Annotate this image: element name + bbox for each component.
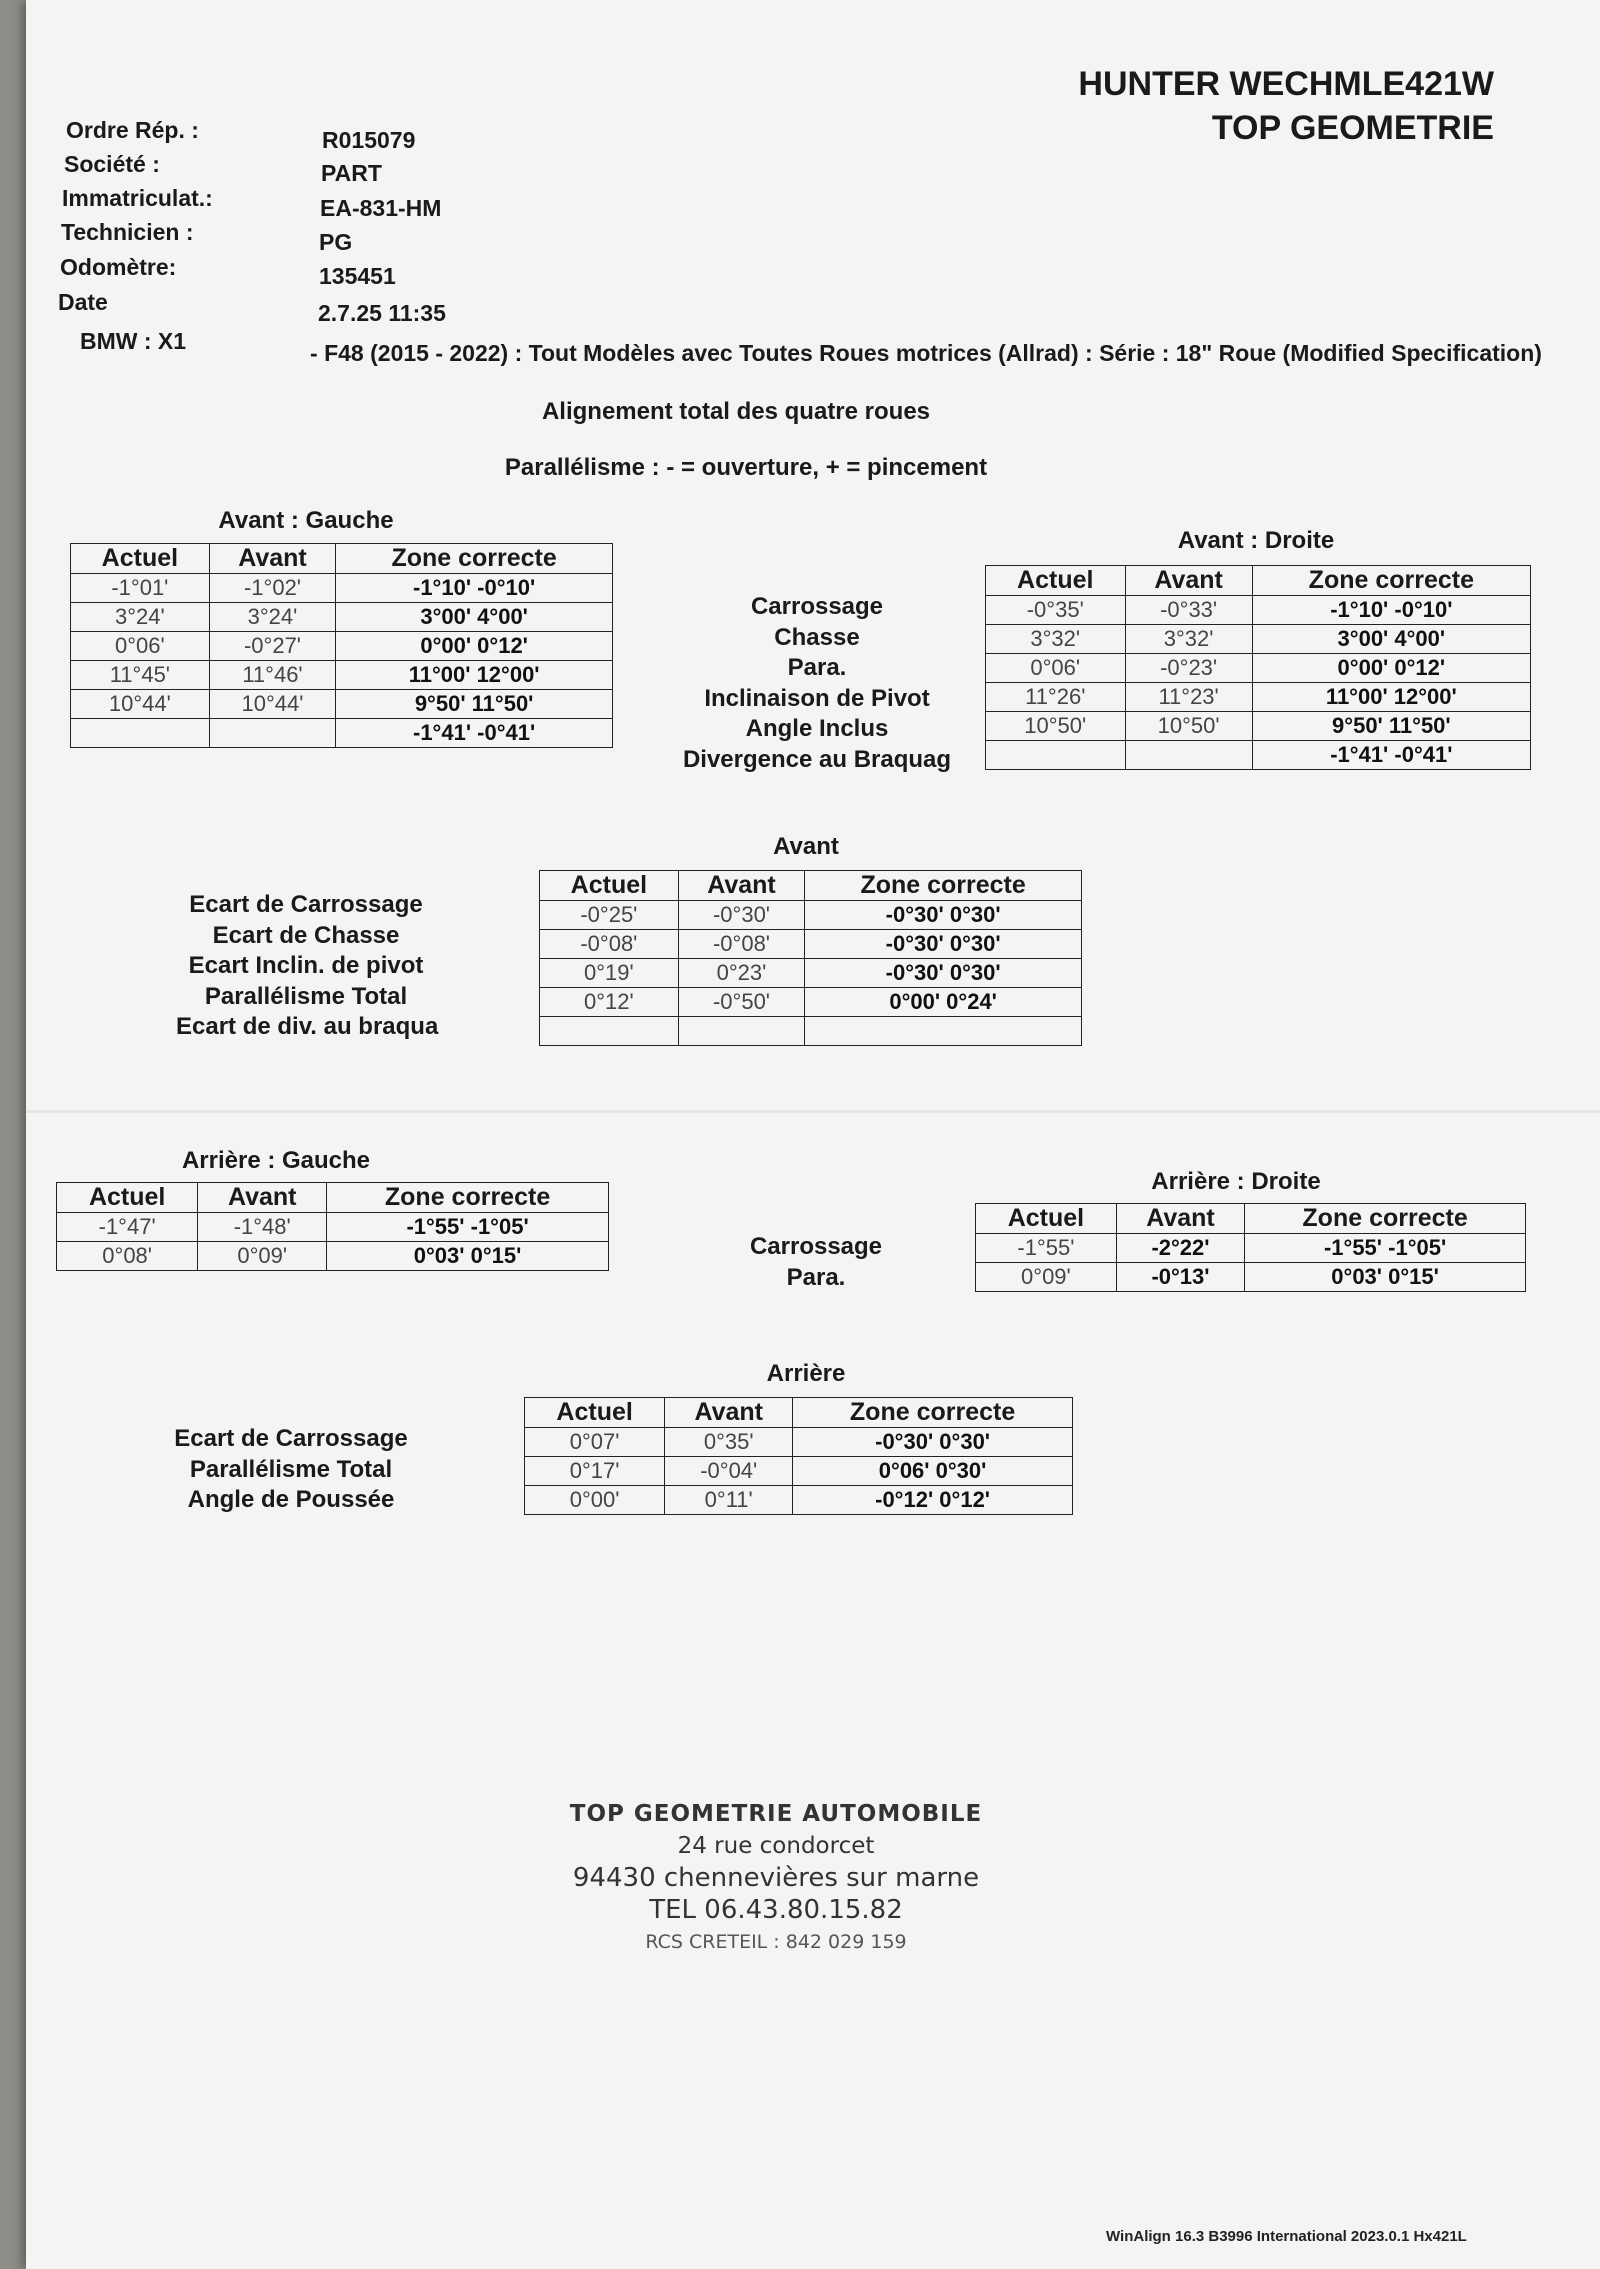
- before-value: 11°46': [209, 661, 336, 690]
- before-value: -0°33': [1125, 596, 1252, 625]
- col-actual-header: Actuel: [71, 544, 210, 574]
- actual-value: 0°06': [71, 632, 210, 661]
- before-value: [209, 719, 336, 748]
- before-value: 0°09': [198, 1242, 327, 1271]
- table-row: [540, 988, 1082, 1017]
- actual-value: 0°17': [525, 1457, 665, 1486]
- before-value: -0°27': [209, 632, 336, 661]
- before-value: -0°04': [665, 1457, 793, 1486]
- table-row: [986, 741, 1531, 770]
- table-row: [71, 690, 613, 719]
- actual-value: 0°12': [540, 988, 679, 1017]
- vehicle-make: BMW : X1: [80, 328, 187, 354]
- zone-range: -1°41' -0°41': [1252, 741, 1530, 770]
- date-value: 2.7.25 11:35: [318, 300, 446, 326]
- actual-value: 3°32': [986, 625, 1126, 654]
- before-value: [1125, 741, 1252, 770]
- measure-label: Carrossage: [750, 593, 884, 620]
- date-label: Date: [58, 289, 108, 315]
- table-header-row: [525, 1398, 1073, 1428]
- table-row: [986, 596, 1531, 625]
- actual-value: -0°08': [540, 930, 679, 959]
- table-row: [540, 901, 1082, 930]
- measure-label: Ecart de Carrossage: [174, 1425, 408, 1452]
- zone-range: 3°00' 4°00': [336, 603, 613, 632]
- front-left-title: Avant : Gauche: [218, 507, 394, 534]
- zone-range: 0°00' 0°24': [805, 988, 1082, 1017]
- zone-range: -1°10' -0°10': [1252, 596, 1530, 625]
- col-zone-header: Zone correcte: [336, 544, 613, 574]
- rear-right-table: [975, 1203, 1526, 1292]
- col-before-header: Avant: [209, 544, 336, 574]
- actual-value: -1°01': [71, 574, 210, 603]
- zone-range: -0°30' 0°30': [793, 1428, 1073, 1457]
- registration-label: Immatriculat.:: [62, 185, 213, 211]
- measure-label: Ecart Inclin. de pivot: [188, 952, 424, 979]
- rear-right-title: Arrière : Droite: [1151, 1168, 1321, 1195]
- software-version: WinAlign 16.3 B3996 International 2023.0.1 Hx421L: [1106, 2228, 1467, 2245]
- before-value: -0°23': [1125, 654, 1252, 683]
- company-value: PART: [321, 160, 382, 186]
- vehicle-description: - F48 (2015 - 2022) : Tout Modèles avec Toutes Roues motrices (Allrad) : Série : 18" Roue (Modified Specification): [310, 340, 1542, 366]
- actual-value: 11°45': [71, 661, 210, 690]
- front-right-table: [985, 565, 1531, 770]
- before-value: [678, 1017, 805, 1046]
- zone-range: 0°00' 0°12': [1252, 654, 1530, 683]
- stamp-phone: TEL 06.43.80.15.82: [649, 1895, 903, 1925]
- table-row: [71, 574, 613, 603]
- actual-value: 0°00': [525, 1486, 665, 1515]
- front-cross-title: Avant: [773, 833, 839, 860]
- rear-cross-title: Arrière: [766, 1360, 846, 1387]
- before-value: 0°35': [665, 1428, 793, 1457]
- zone-range: -1°41' -0°41': [336, 719, 613, 748]
- rear-cross-table: [524, 1397, 1073, 1515]
- before-value: 10°44': [209, 690, 336, 719]
- before-value: -0°50': [678, 988, 805, 1017]
- zone-range: [805, 1017, 1082, 1046]
- rear-left-table: [56, 1182, 609, 1271]
- before-value: -2°22': [1116, 1234, 1244, 1263]
- stamp-company: TOP GEOMETRIE AUTOMOBILE: [569, 1801, 983, 1827]
- registration-value: EA-831-HM: [320, 195, 442, 221]
- col-before-header: Avant: [665, 1398, 793, 1428]
- actual-value: 0°19': [540, 959, 679, 988]
- col-before-header: Avant: [1125, 566, 1252, 596]
- paper-fold-line: [26, 1110, 1600, 1113]
- stamp-city: 94430 chennevières sur marne: [572, 1863, 980, 1893]
- before-value: -0°08': [678, 930, 805, 959]
- measure-label: Para.: [787, 654, 847, 681]
- measure-label: Parallélisme Total: [189, 1455, 393, 1483]
- table-row: [71, 719, 613, 748]
- zone-range: 9°50' 11°50': [336, 690, 613, 719]
- shop-name: TOP GEOMETRIE: [1211, 109, 1494, 147]
- zone-range: 0°03' 0°15': [327, 1242, 609, 1271]
- col-before-header: Avant: [198, 1183, 327, 1213]
- company-label: Société :: [64, 151, 160, 177]
- measure-label: Para.: [786, 1263, 846, 1291]
- col-zone-header: Zone correcte: [1252, 566, 1530, 596]
- technician-value: PG: [319, 229, 353, 255]
- alignment-report-sheet: [26, 0, 1600, 2269]
- table-row: [540, 1017, 1082, 1046]
- actual-value: 0°09': [976, 1263, 1117, 1292]
- stamp-rcs: RCS CRETEIL : 842 029 159: [645, 1931, 907, 1953]
- measure-label: Chasse: [774, 623, 860, 651]
- actual-value: 0°07': [525, 1428, 665, 1457]
- col-zone-header: Zone correcte: [793, 1398, 1073, 1428]
- measure-label: Ecart de div. au braqua: [176, 1013, 439, 1040]
- actual-value: -0°35': [986, 596, 1126, 625]
- shop-stamp: [26, 1798, 1526, 1958]
- before-value: -0°13': [1116, 1263, 1244, 1292]
- odometer-label: Odomètre:: [60, 254, 177, 280]
- actual-value: [986, 741, 1126, 770]
- table-header-row: [986, 566, 1531, 596]
- col-zone-header: Zone correcte: [1245, 1204, 1526, 1234]
- col-actual-header: Actuel: [540, 871, 679, 901]
- table-row: [525, 1457, 1073, 1486]
- before-value: 11°23': [1125, 683, 1252, 712]
- order-value: R015079: [322, 127, 416, 153]
- measure-label: Ecart de Chasse: [212, 921, 400, 949]
- alignment-title: Alignement total des quatre roues: [541, 398, 931, 425]
- zone-range: 11°00' 12°00': [336, 661, 613, 690]
- col-before-header: Avant: [678, 871, 805, 901]
- zone-range: -0°12' 0°12': [793, 1486, 1073, 1515]
- measure-label: Inclinaison de Pivot: [704, 684, 930, 712]
- order-label: Ordre Rép. :: [66, 117, 199, 143]
- col-zone-header: Zone correcte: [327, 1183, 609, 1213]
- before-value: 0°23': [678, 959, 805, 988]
- technician-label: Technicien :: [61, 219, 194, 245]
- front-right-title: Avant : Droite: [1177, 527, 1335, 554]
- measure-label: Angle Inclus: [745, 715, 889, 742]
- table-row: [986, 712, 1531, 741]
- zone-range: 0°06' 0°30': [793, 1457, 1073, 1486]
- zone-range: 0°00' 0°12': [336, 632, 613, 661]
- measure-label: Divergence au Braquag: [682, 745, 952, 773]
- before-value: 3°32': [1125, 625, 1252, 654]
- front-cross-labels: [176, 890, 439, 1043]
- zone-range: 9°50' 11°50': [1252, 712, 1530, 741]
- table-row: [986, 683, 1531, 712]
- front-measure-labels: [662, 592, 972, 775]
- actual-value: 0°08': [57, 1242, 198, 1271]
- table-row: [71, 661, 613, 690]
- report-title: [1078, 62, 1494, 150]
- measure-label: Angle de Poussée: [187, 1486, 395, 1513]
- zone-range: 3°00' 4°00': [1252, 625, 1530, 654]
- zone-range: -0°30' 0°30': [805, 959, 1082, 988]
- col-zone-header: Zone correcte: [805, 871, 1082, 901]
- before-value: 3°24': [209, 603, 336, 632]
- table-row: [986, 625, 1531, 654]
- zone-range: -1°55' -1°05': [1245, 1234, 1526, 1263]
- table-row: [525, 1428, 1073, 1457]
- table-header-row: [976, 1204, 1526, 1234]
- before-value: -0°30': [678, 901, 805, 930]
- before-value: -1°48': [198, 1213, 327, 1242]
- table-row: [525, 1486, 1073, 1515]
- odometer-value: 135451: [319, 263, 396, 289]
- measure-label: Parallélisme Total: [204, 982, 408, 1010]
- zone-range: 11°00' 12°00': [1252, 683, 1530, 712]
- actual-value: 11°26': [986, 683, 1126, 712]
- stamp-address: 24 rue condorcet: [677, 1833, 875, 1859]
- actual-value: 3°24': [71, 603, 210, 632]
- table-row: [540, 959, 1082, 988]
- col-actual-header: Actuel: [986, 566, 1126, 596]
- before-value: -1°02': [209, 574, 336, 603]
- col-actual-header: Actuel: [976, 1204, 1117, 1234]
- before-value: 0°11': [665, 1486, 793, 1515]
- col-before-header: Avant: [1116, 1204, 1244, 1234]
- zone-range: 0°03' 0°15': [1245, 1263, 1526, 1292]
- actual-value: 0°06': [986, 654, 1126, 683]
- table-header-row: [71, 544, 613, 574]
- rear-left-title: Arrière : Gauche: [181, 1147, 371, 1174]
- col-actual-header: Actuel: [57, 1183, 198, 1213]
- table-row: [976, 1263, 1526, 1292]
- actual-value: -0°25': [540, 901, 679, 930]
- zone-range: -1°10' -0°10': [336, 574, 613, 603]
- before-value: 10°50': [1125, 712, 1252, 741]
- table-row: [976, 1234, 1526, 1263]
- table-row: [986, 654, 1531, 683]
- table-row: [71, 632, 613, 661]
- table-row: [57, 1242, 609, 1271]
- actual-value: 10°50': [986, 712, 1126, 741]
- measure-label: Carrossage: [749, 1233, 883, 1260]
- front-cross-table: [539, 870, 1082, 1046]
- actual-value: -1°47': [57, 1213, 198, 1242]
- table-header-row: [57, 1183, 609, 1213]
- measure-label: Ecart de Carrossage: [189, 891, 423, 918]
- actual-value: [540, 1017, 679, 1046]
- rear-measure-labels: [686, 1232, 946, 1293]
- table-header-row: [540, 871, 1082, 901]
- rear-cross-labels: [166, 1424, 416, 1516]
- table-row: [57, 1213, 609, 1242]
- parallelism-note: Parallélisme : - = ouverture, + = pincement: [504, 454, 988, 481]
- col-actual-header: Actuel: [525, 1398, 665, 1428]
- table-row: [540, 930, 1082, 959]
- table-row: [71, 603, 613, 632]
- actual-value: -1°55': [976, 1234, 1117, 1263]
- front-left-table: [70, 543, 613, 748]
- zone-range: -0°30' 0°30': [805, 901, 1082, 930]
- zone-range: -0°30' 0°30': [805, 930, 1082, 959]
- actual-value: 10°44': [71, 690, 210, 719]
- machine-name: HUNTER WECHMLE421W: [1078, 65, 1494, 103]
- actual-value: [71, 719, 210, 748]
- zone-range: -1°55' -1°05': [327, 1213, 609, 1242]
